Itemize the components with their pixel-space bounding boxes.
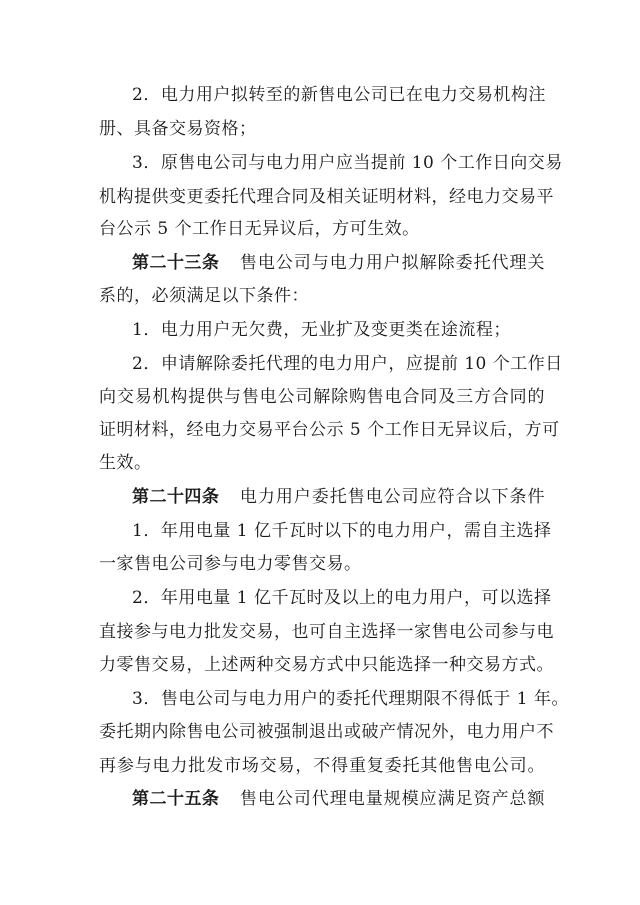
- clause-24-item-3-line-3: 再参与电力批发市场交易，不得重复委托其他售电公司。: [99, 756, 545, 776]
- clause-23-item-2-line-4: 生效。: [99, 453, 152, 473]
- clause-24-first-line: [132, 486, 545, 508]
- clause-25-title: 第二十五条: [132, 789, 220, 809]
- clause-22-item-3-line-2: 机构提供变更委托代理合同及相关证明材料，经电力交易平: [99, 187, 554, 207]
- clause-25-first-line: [132, 788, 545, 810]
- clause-23-title: 第二十三条: [132, 253, 220, 273]
- clause-24-item-2-line-2: 直接参与电力批发交易，也可自主选择一家售电公司参与电: [99, 622, 554, 642]
- clause-24-item-3-line-2: 委托期内除售电公司被强制退出或破产情况外，电力用户不: [99, 722, 554, 742]
- clause-22-item-2-line-1: 2．电力用户拟转至的新售电公司已在电力交易机构注: [132, 85, 546, 105]
- clause-23-first-line-text: 售电公司与电力用户拟解除委托代理关: [239, 253, 546, 273]
- clause-25-first-line-text: 售电公司代理电量规模应满足资产总额: [239, 789, 546, 809]
- clause-23-item-1: 1．电力用户无欠费，无业扩及变更类在途流程；: [132, 320, 511, 340]
- clause-24-item-2-line-3: 力零售交易，上述两种交易方式中只能选择一种交易方式。: [99, 655, 554, 675]
- clause-23-item-2-line-3: 证明材料，经电力交易平台公示 5 个工作日无异议后，方可: [99, 420, 560, 440]
- clause-23-item-2-line-1: 2．申请解除委托代理的电力用户，应提前 10 个工作日: [132, 354, 563, 374]
- clause-22-item-3-line-1: 3．原售电公司与电力用户应当提前 10 个工作日向交易: [132, 153, 563, 173]
- clause-24-item-3-line-1: 3．售电公司与电力用户的委托代理期限不得低于 1 年。: [132, 689, 569, 709]
- clause-22-item-2-line-2: 册、具备交易资格；: [99, 119, 257, 139]
- clause-23-line-2: 系的，必须满足以下条件：: [99, 286, 309, 306]
- clause-22-item-3-line-3: 台公示 5 个工作日无异议后，方可生效。: [99, 219, 420, 239]
- clause-24-item-1-line-2: 一家售电公司参与电力零售交易。: [99, 554, 362, 574]
- clause-24-first-line-text: 电力用户委托售电公司应符合以下条件: [239, 487, 546, 507]
- clause-24-item-2-line-1: 2．年用电量 1 亿千瓦时及以上的电力用户，可以选择: [132, 588, 552, 608]
- clause-23-item-2-line-2: 向交易机构提供与售电公司解除购售电合同及三方合同的: [99, 387, 545, 407]
- clause-24-item-1-line-1: 1．年用电量 1 亿千瓦时以下的电力用户，需自主选择: [132, 521, 552, 541]
- clause-24-title: 第二十四条: [132, 487, 220, 507]
- clause-23-first-line: [132, 252, 545, 274]
